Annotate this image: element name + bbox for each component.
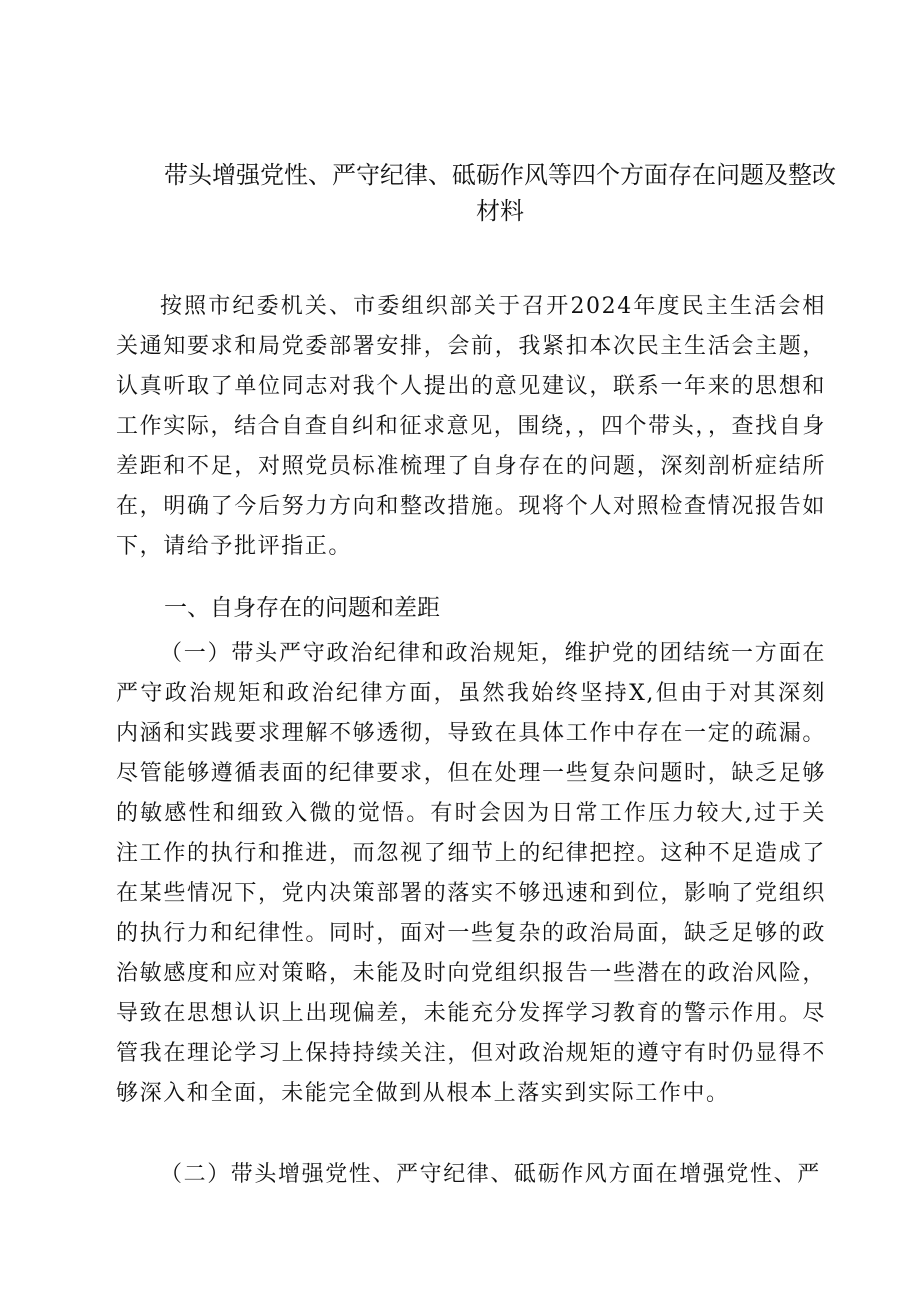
intro-paragraph: 按照市纪委机关、市委组织部关于召开2024年度民主生活会相关通知要求和局党委部署安排，会前，我紧扣本次民主生活会主题，认真听取了单位同志对我个人提出的意见建议，联系一年来的思想和工作实际，结合自查自纠和征求意见，围绕，，四个带头，，查找自身差距和不足，对照党员标准梳理了自身存在的问题，深刻剖析症结所在，明确了今后努力方向和整改措施。现将个人对照检查情况报告如下，请给予批评指正。 [116,294,826,559]
body-paragraph-1: （一）带头严守政治纪律和政治规矩，维护党的团结统一方面在严守政治规矩和政治纪律方面，虽然我始终坚持X,但由于对其深刻内涵和实践要求理解不够透彻，导致在具体工作中存在一定的疏漏。尽管能够遵循表面的纪律要求，但在处理一些复杂问题时，缺乏足够的敏感性和细致入微的觉悟。有时会因为日常工作压力较大,过于关注工作的执行和推进，而忽视了细节上的纪律把控。这种不足造成了在某些情况下，党内决策部署的落实不够迅速和到位，影响了党组织的执行力和纪律性。同时，面对一些复杂的政治局面，缺乏足够的政治敏感度和应对策略，未能及时向党组织报告一些潜在的政治风险，导致在思想认识上出现偏差，未能充分发挥学习教育的警示作用。尽管我在理论学习上保持持续关注，但对政治规矩的遵守有时仍显得不够深入和全面，未能完全做到从根本上落实到实际工作中。 [116,641,826,1106]
document-title: 带头增强党性、严守纪律、砥砺作风等四个方面存在问题及整改材料 [164,161,836,225]
body-paragraph-2: （二）带头增强党性、严守纪律、砥砺作风方面在增强党性、严 [160,1162,821,1187]
section-heading: 一、自身存在的问题和差距 [164,595,440,621]
